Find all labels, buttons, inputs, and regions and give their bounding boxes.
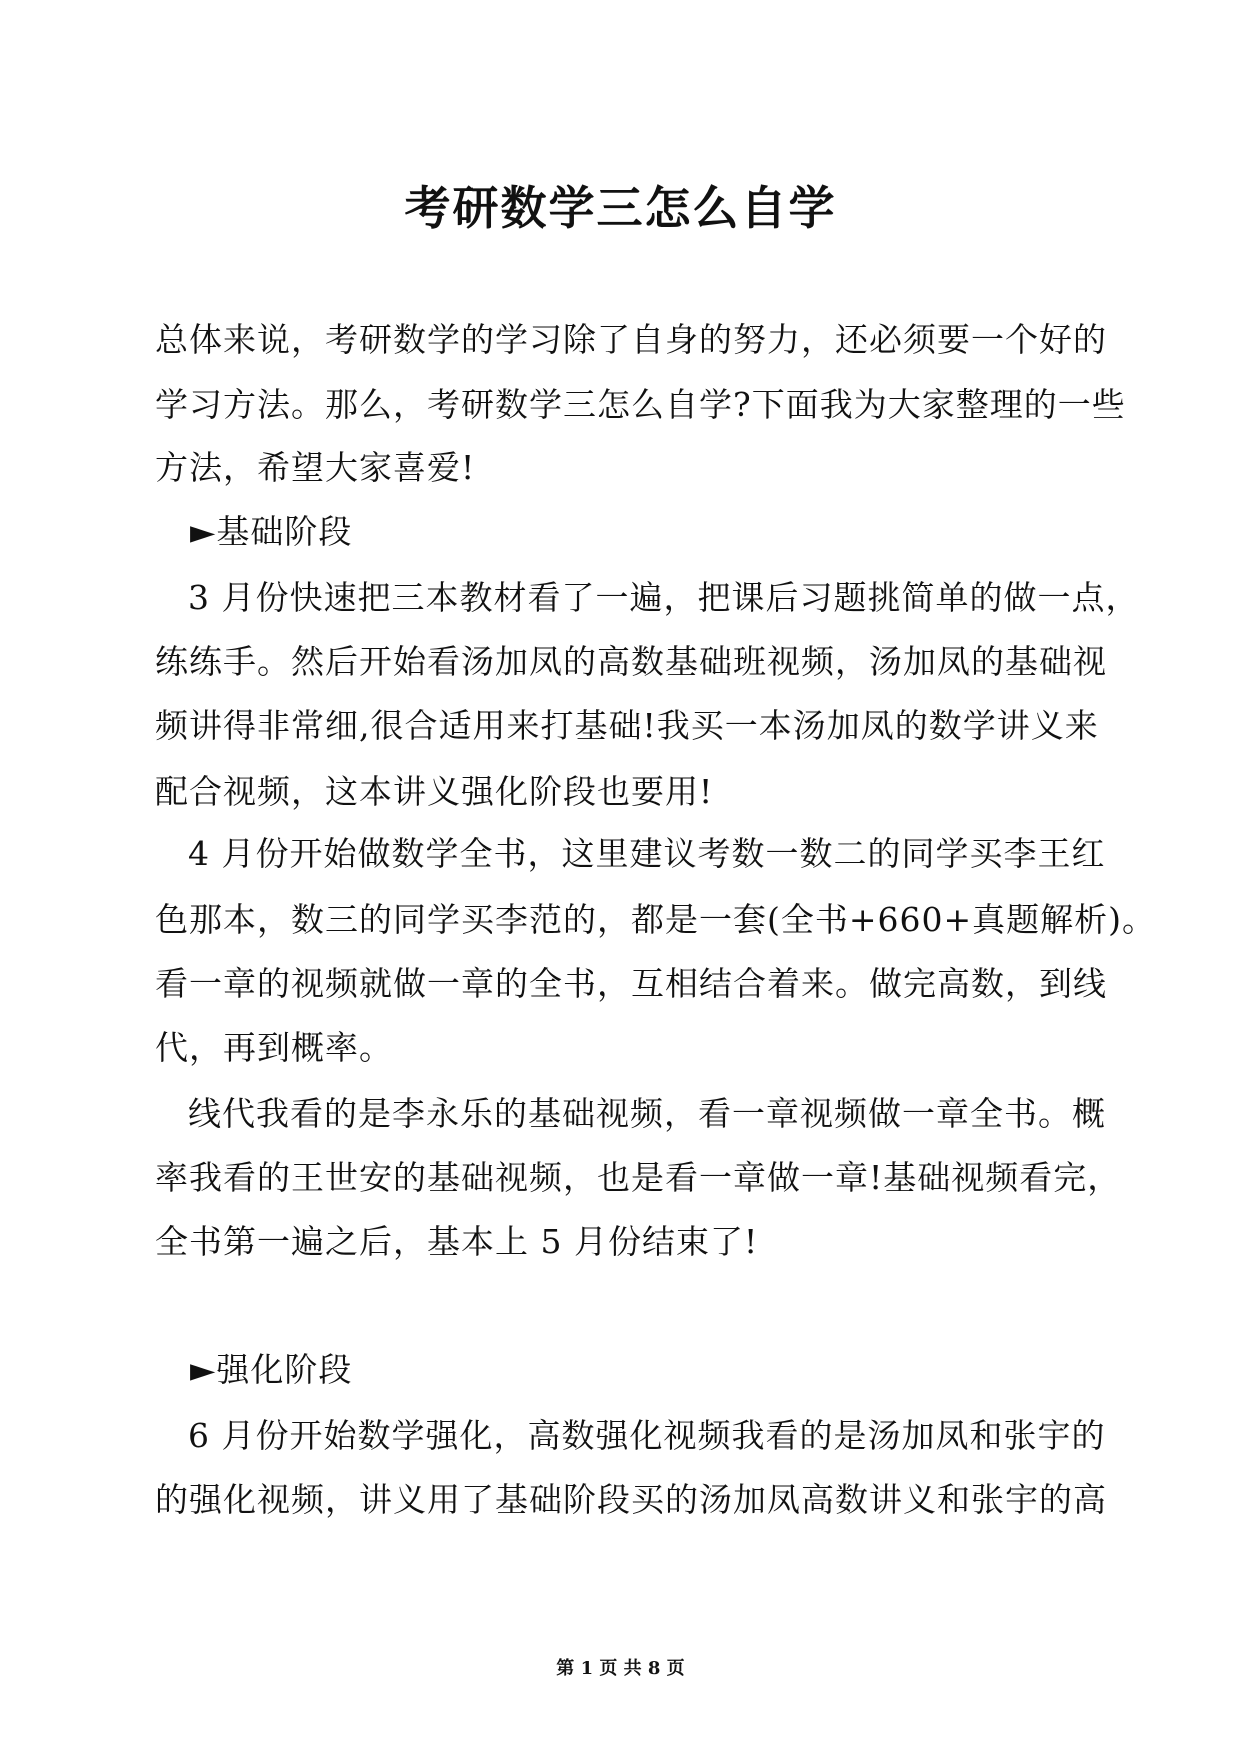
page-title: 考研数学三怎么自学	[404, 181, 837, 235]
paragraph-line: 的强化视频，讲义用了基础阶段买的汤加凤高数讲义和张宇的高	[155, 1480, 1107, 1519]
paragraph-line: 看一章的视频就做一章的全书，互相结合着来。做完高数，到线	[155, 964, 1107, 1003]
paragraph-line: 频讲得非常细,很合适用来打基础!我买一本汤加凤的数学讲义来	[155, 706, 1099, 745]
paragraph-line: 3 月份快速把三本教材看了一遍，把课后习题挑简单的做一点，	[188, 578, 1140, 617]
paragraph-line: 色那本，数三的同学买李范的，都是一套(全书+660+真题解析)。	[155, 900, 1157, 939]
paragraph-line: 方法，希望大家喜爱!	[155, 448, 476, 487]
paragraph-line: 代，再到概率。	[155, 1028, 393, 1067]
paragraph-line: 学习方法。那么，考研数学三怎么自学?下面我为大家整理的一些	[155, 385, 1126, 424]
paragraph-line: 总体来说，考研数学的学习除了自身的努力，还必须要一个好的	[155, 320, 1107, 359]
paragraph-line: 线代我看的是李永乐的基础视频，看一章视频做一章全书。概	[188, 1094, 1106, 1133]
section-heading-strengthen: ►强化阶段	[190, 1350, 353, 1389]
paragraph-line: 全书第一遍之后，基本上 5 月份结束了!	[155, 1222, 759, 1261]
section-heading-basic: ►基础阶段	[190, 512, 353, 551]
paragraph-line: 6 月份开始数学强化，高数强化视频我看的是汤加凤和张宇的	[188, 1416, 1106, 1455]
paragraph-line: 率我看的王世安的基础视频，也是看一章做一章!基础视频看完，	[155, 1158, 1122, 1197]
paragraph-line: 练练手。然后开始看汤加凤的高数基础班视频，汤加凤的基础视	[155, 642, 1107, 681]
paragraph-line: 4 月份开始做数学全书，这里建议考数一数二的同学买李王红	[188, 834, 1106, 873]
paragraph-line: 配合视频，这本讲义强化阶段也要用!	[155, 772, 714, 811]
page-footer: 第 1 页 共 8 页	[556, 1658, 685, 1679]
